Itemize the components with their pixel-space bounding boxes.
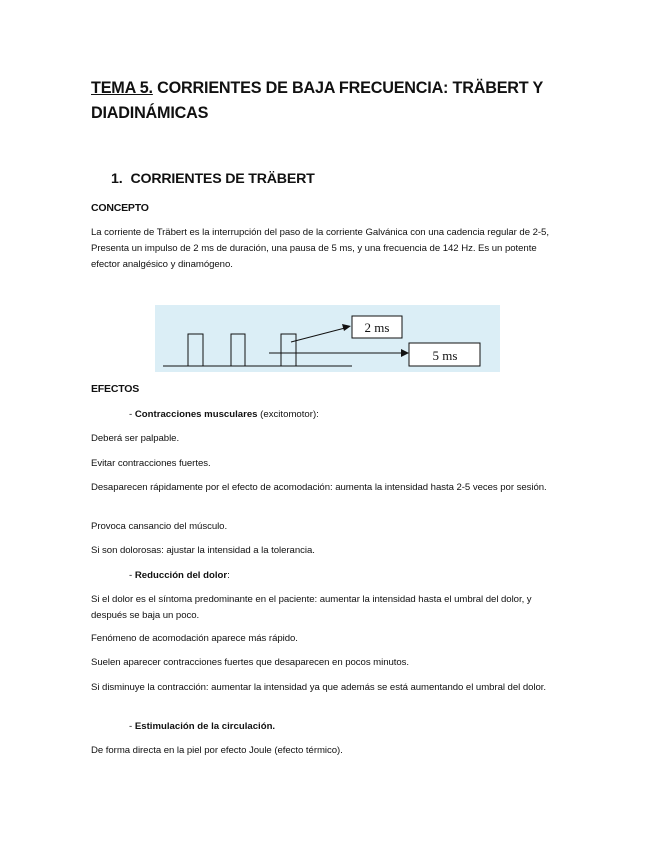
impulse-label: 2 ms bbox=[364, 320, 390, 335]
efecto-line: Si disminuye la contracción: aumentar la intensidad ya que además se está aumentando el umbral del dolor. bbox=[91, 682, 546, 693]
efecto-line: Deberá ser palpable. bbox=[91, 433, 180, 444]
trabert-waveform-diagram bbox=[155, 305, 500, 372]
title-text: CORRIENTES DE BAJA FRECUENCIA: TRÄBERT Y DIADINÁMICAS bbox=[91, 79, 543, 122]
efecto-line: Si son dolorosas: ajustar la intensidad a la tolerancia. bbox=[91, 545, 315, 556]
subheading-dolor: - Reducción del dolor: bbox=[129, 570, 230, 581]
efecto-line: Provoca cansancio del músculo. bbox=[91, 521, 228, 532]
efecto-line: De forma directa en la piel por efecto Joule (efecto térmico). bbox=[91, 745, 343, 756]
document-title bbox=[91, 76, 571, 126]
efectos-label: EFECTOS bbox=[91, 383, 139, 395]
subheading-contracciones: - Contracciones musculares (excitomotor): bbox=[129, 409, 319, 420]
concepto-paragraph: La corriente de Träbert es la interrupción del paso de la corriente Galvánica con una cadencia regular de 2-5, Presenta un impulso de 2 ms de duración, una pausa de 5 ms, y una frecuencia de 142 Hz. Es un potente efector analgésico y dinamógeno. bbox=[91, 227, 549, 270]
efecto-line: Si el dolor es el síntoma predominante en el paciente: aumentar la intensidad hasta el umbral del dolor, y después se baja un poco. bbox=[91, 594, 532, 621]
section-number: 1. bbox=[111, 171, 123, 187]
subheading-circulacion: - Estimulación de la circulación. bbox=[129, 721, 276, 732]
section-heading bbox=[111, 171, 315, 187]
efecto-line: Fenómeno de acomodación aparece más rápido. bbox=[91, 633, 298, 644]
efecto-line: Evitar contracciones fuertes. bbox=[91, 458, 211, 469]
title-prefix: TEMA 5. bbox=[91, 79, 153, 97]
section-title: CORRIENTES DE TRÄBERT bbox=[130, 171, 315, 187]
efecto-line: Desaparecen rápidamente por el efecto de acomodación: aumenta la intensidad hasta 2-5 veces por sesión. bbox=[91, 482, 547, 493]
pause-label: 5 ms bbox=[432, 348, 458, 363]
efecto-line: Suelen aparecer contracciones fuertes que desaparecen en pocos minutos. bbox=[91, 657, 410, 668]
concepto-label: CONCEPTO bbox=[91, 202, 149, 214]
